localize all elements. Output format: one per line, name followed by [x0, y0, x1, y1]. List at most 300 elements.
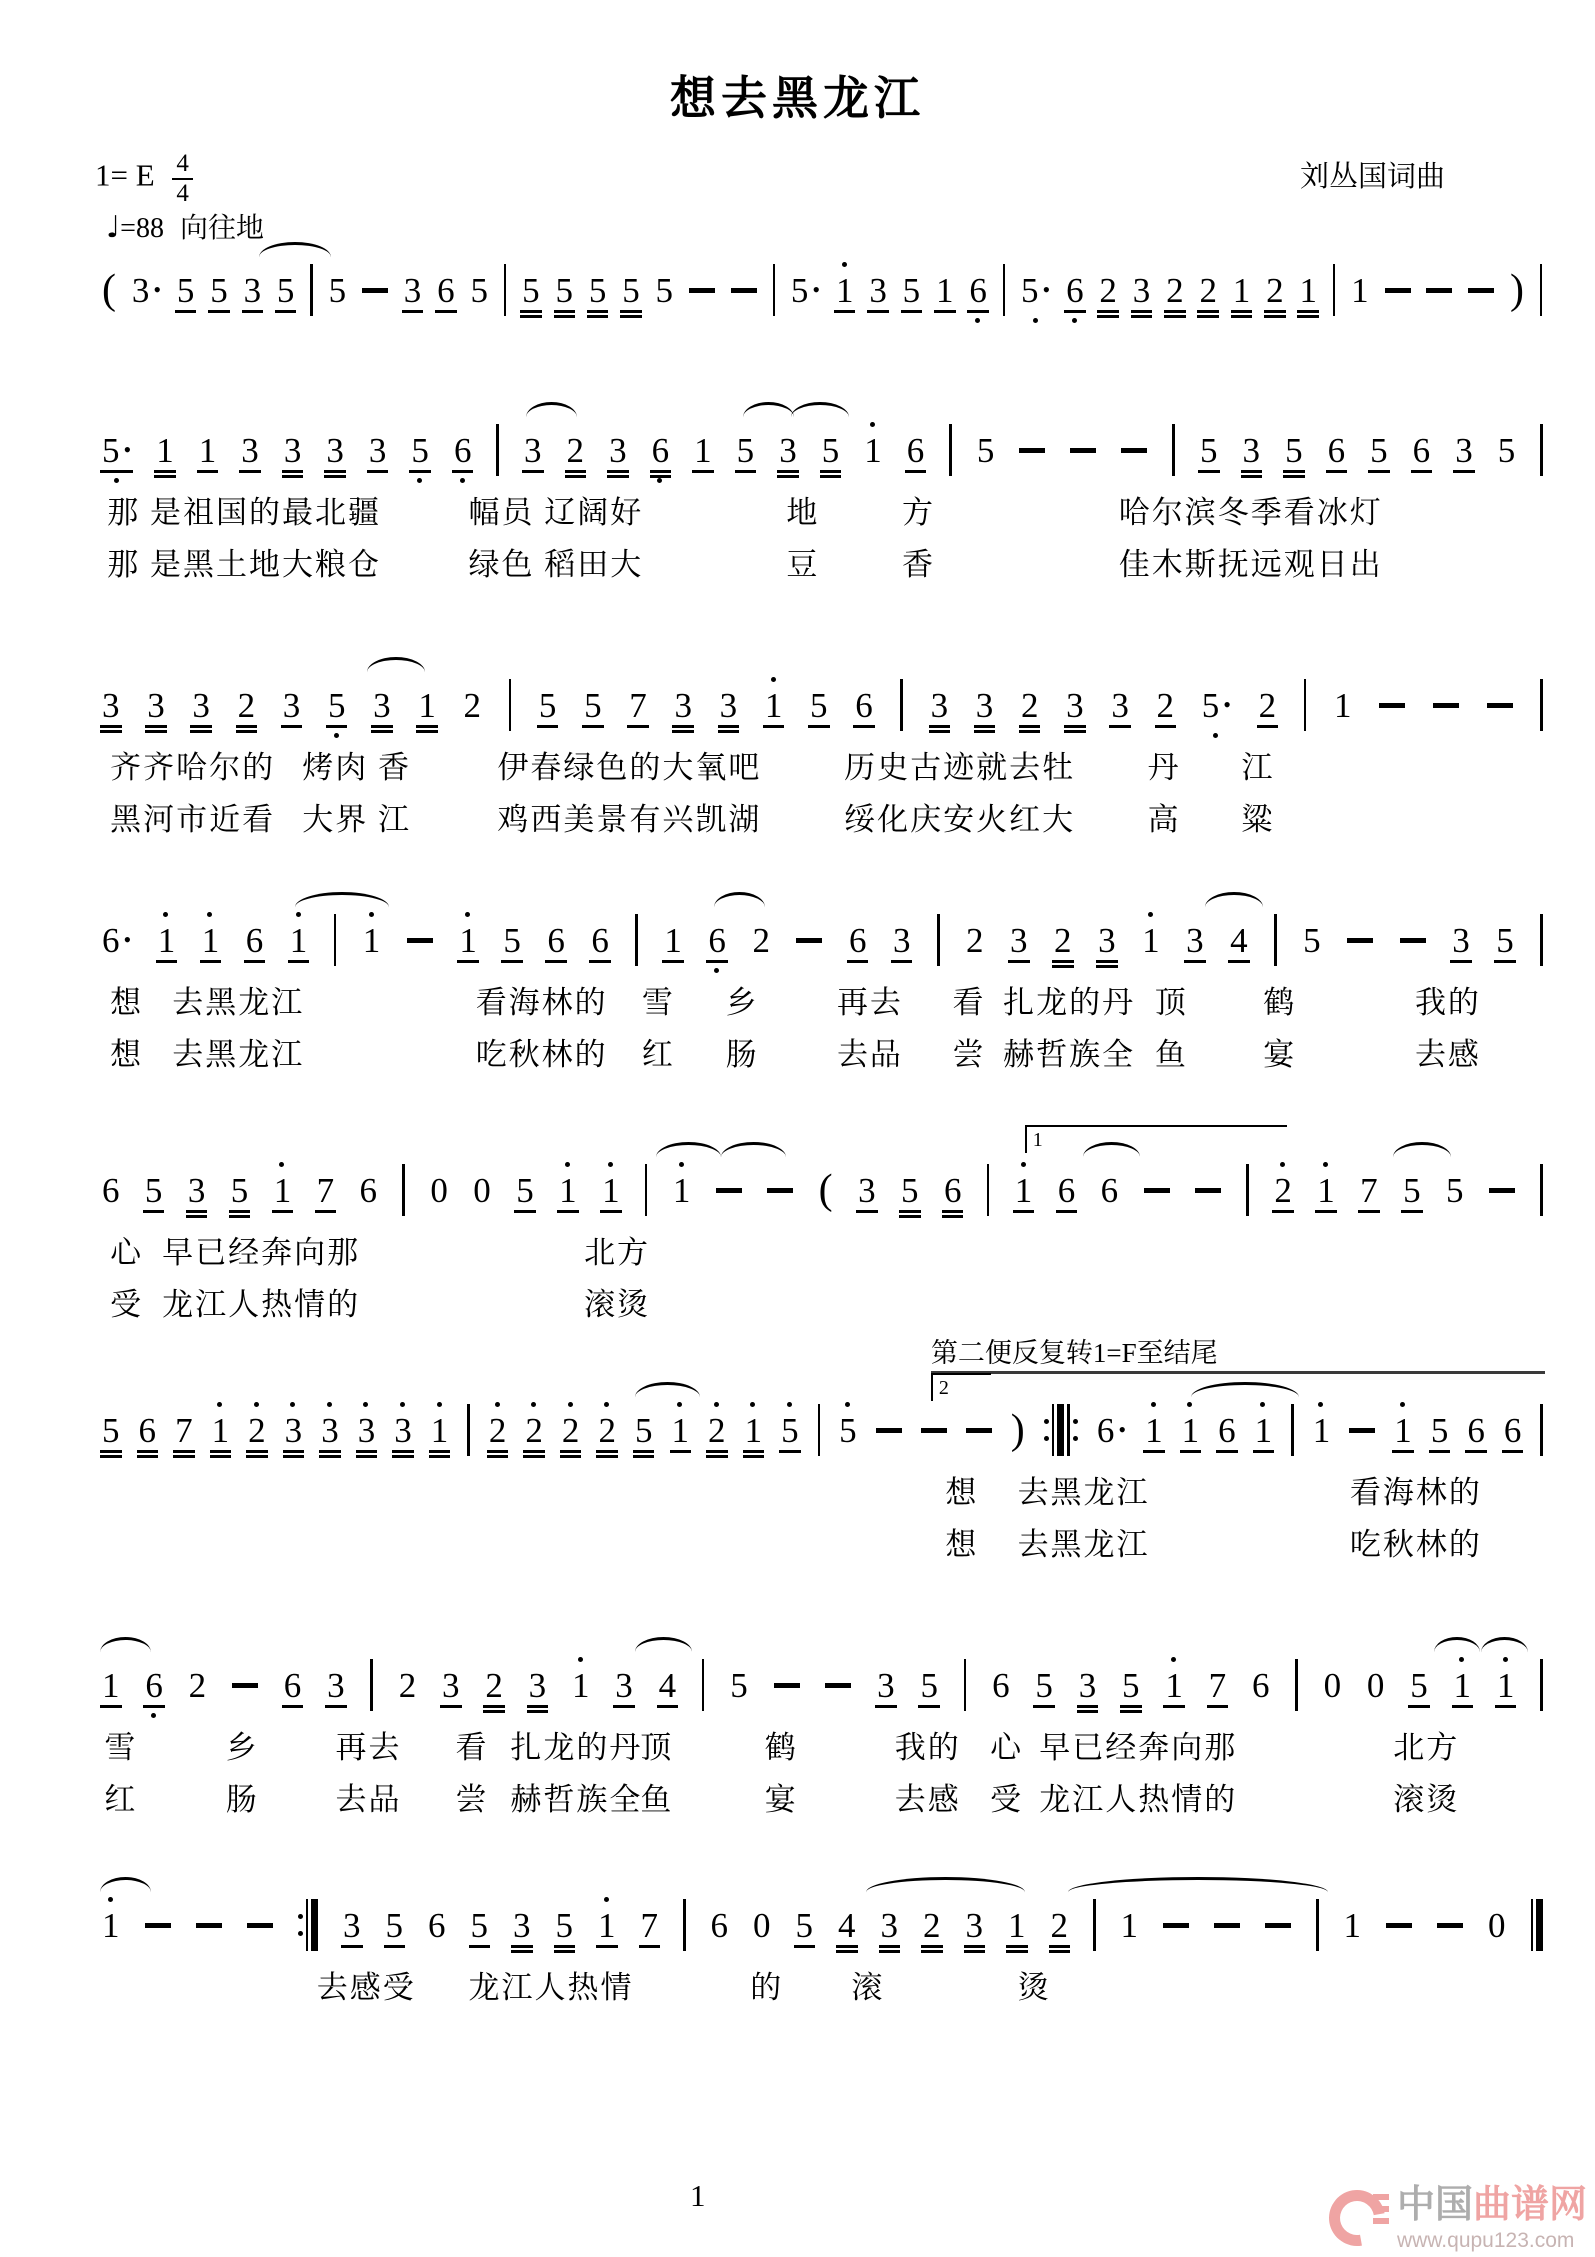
lyric-segment: 红 — [641, 1037, 675, 1072]
lyric-segment: 丹 — [1147, 750, 1181, 785]
lyric-segment: 香 — [901, 547, 935, 582]
barline — [1531, 1899, 1544, 1951]
quarter-note-icon: ♩ — [106, 210, 121, 245]
high-octave-dot — [1400, 1402, 1405, 1407]
duration-dash — [966, 1428, 992, 1433]
duration-dash — [362, 288, 388, 293]
duration-dash — [1144, 1188, 1170, 1193]
note: 6 — [969, 273, 987, 308]
note: 2 — [398, 1665, 417, 1705]
duration-dash — [1349, 1428, 1375, 1433]
note: 6 — [943, 1170, 962, 1210]
lyric-segment: 看海林的 — [1349, 1475, 1482, 1510]
note: 5 — [1446, 1170, 1464, 1210]
barline — [467, 1404, 470, 1456]
note: 5 — [1370, 430, 1388, 470]
note: 0 — [1366, 1665, 1385, 1705]
note: 6 — [428, 1905, 446, 1945]
note: 3 — [1455, 430, 1473, 470]
high-octave-dot — [1260, 1402, 1265, 1407]
note: 5 — [555, 1905, 573, 1945]
lyric-segment: 再去 — [335, 1730, 402, 1765]
lyric-segment: 我的 — [894, 1730, 961, 1765]
barline — [1003, 264, 1006, 316]
note: 5 — [470, 270, 488, 310]
parenthesis: ) — [1510, 267, 1525, 313]
note: 3 — [343, 1905, 361, 1945]
repeat-instruction: 第二便反复转1=F至结尾 — [930, 1338, 1218, 1368]
note: 3 — [1132, 270, 1151, 310]
note: 3 — [869, 270, 887, 310]
high-octave-dot — [845, 1402, 850, 1407]
note: 5 — [839, 1413, 857, 1448]
augmentation-dot: • — [123, 437, 132, 462]
meter-numerator: 4 — [172, 150, 193, 180]
note: 6 — [245, 920, 264, 960]
note: 3 — [615, 1665, 633, 1705]
note: 1 — [1351, 270, 1369, 310]
note: 6 — [1467, 1410, 1485, 1450]
barline — [1295, 1659, 1298, 1711]
note: 5 • — [1021, 273, 1050, 308]
lyric-segment: 龙江人热情的 — [1039, 1782, 1238, 1817]
lyrics-line — [100, 1768, 1545, 1820]
duration-dash — [196, 1923, 222, 1928]
lyric-segment: 尝 — [952, 1037, 986, 1072]
note: 5 • — [790, 270, 821, 310]
duration-dash — [876, 1428, 902, 1433]
note: 1 — [156, 430, 174, 470]
note: 6 — [283, 1665, 302, 1705]
note: 1 — [431, 1413, 449, 1448]
duration-dash — [247, 1923, 273, 1928]
page-number: 1 — [690, 2178, 706, 2213]
note: 5 — [1403, 1170, 1421, 1210]
barline — [1172, 424, 1175, 476]
note: 3 — [1066, 685, 1084, 725]
parenthesis: ( — [102, 267, 116, 313]
barline — [1274, 914, 1277, 966]
lyric-segment: 雪 — [104, 1730, 138, 1765]
note: 0 — [1488, 1905, 1506, 1945]
barline — [310, 264, 313, 316]
note: 3 — [394, 1413, 412, 1448]
note: 6 — [138, 1410, 157, 1450]
duration-dash — [1385, 288, 1411, 293]
high-octave-dot — [1318, 1402, 1323, 1407]
augmentation-dot: • — [812, 277, 821, 302]
notation-line — [100, 1399, 1545, 1461]
duration-dash — [1347, 938, 1373, 943]
note: 1 — [1299, 270, 1317, 310]
lyric-segment: 想 — [110, 985, 144, 1020]
note: 2 — [598, 1413, 616, 1448]
lyric-segment: 伊春绿色的大氧吧 — [497, 750, 762, 785]
note: 0 — [1323, 1665, 1342, 1705]
high-octave-dot — [254, 1402, 259, 1407]
note: 3 — [373, 685, 391, 725]
note: 2 — [1020, 685, 1039, 725]
lyric-segment: 烤肉 香 — [302, 750, 412, 785]
high-octave-dot — [363, 1402, 368, 1407]
high-octave-dot — [714, 1402, 719, 1407]
note: 2 — [1054, 920, 1072, 960]
volta-bracket — [1025, 1125, 1287, 1153]
site-watermark — [1329, 2186, 1587, 2251]
note: 2 — [489, 1413, 507, 1448]
note: 3 — [880, 1905, 898, 1945]
barline — [683, 1899, 686, 1951]
note: 1 — [1015, 1173, 1033, 1208]
lyrics-line — [100, 1716, 1545, 1768]
barline — [1044, 1404, 1078, 1456]
high-octave-dot — [279, 1162, 284, 1167]
barline — [1304, 679, 1307, 731]
lyric-segment: 看海林的 — [475, 985, 608, 1020]
lyric-segment: 看 — [455, 1730, 489, 1765]
note: 5 — [503, 920, 521, 960]
note: 1 — [664, 920, 682, 960]
note: 3 — [187, 1170, 206, 1210]
barline — [496, 424, 499, 476]
lyric-segment: 鹤 — [1263, 985, 1297, 1020]
barline — [334, 914, 337, 966]
barline — [1540, 264, 1543, 316]
duration-dash — [1121, 448, 1147, 453]
lyric-segment: 去品 — [836, 1037, 903, 1072]
lyric-segment: 北方 — [584, 1235, 651, 1270]
barline — [937, 914, 940, 966]
duration-dash — [1426, 288, 1452, 293]
system-4 — [100, 875, 1545, 1075]
note: 2 — [1166, 270, 1184, 310]
note: 5 — [1430, 1410, 1449, 1450]
note: 5 — [821, 430, 840, 470]
parenthesis: ( — [818, 1167, 833, 1213]
barline — [900, 679, 903, 731]
high-octave-dot — [679, 1162, 684, 1167]
meter-denominator: 4 — [176, 179, 189, 207]
lyric-segment: 尝 — [455, 1782, 489, 1817]
high-octave-dot — [787, 1402, 792, 1407]
barline — [1333, 264, 1336, 316]
barline — [1540, 1164, 1543, 1216]
note: 3 — [528, 1665, 547, 1705]
note: 5 — [1497, 430, 1516, 470]
note: 2 — [1258, 685, 1277, 725]
note: 5 — [516, 1170, 534, 1210]
lyric-segment: 幅员 辽阔好 — [468, 495, 644, 530]
duration-dash — [796, 938, 822, 943]
lyrics-line — [100, 736, 1545, 788]
lyric-segment: 早已经奔向那 — [1039, 1730, 1238, 1765]
note: 1 — [202, 923, 220, 958]
barline — [1093, 1899, 1096, 1951]
note: 2 — [566, 430, 585, 470]
lyric-segment: 想 — [945, 1475, 979, 1510]
note: 0 — [473, 1170, 491, 1210]
note: 3 — [102, 685, 120, 725]
note: 2 — [248, 1413, 266, 1448]
lyric-segment: 鱼 — [640, 1782, 674, 1817]
lyrics-line — [100, 1273, 1545, 1325]
high-octave-dot — [1148, 912, 1153, 917]
lyric-segment: 肠 — [225, 1782, 259, 1817]
lyrics-line — [100, 1221, 1545, 1273]
note: 3 — [930, 685, 949, 725]
lyrics-line — [100, 1513, 1545, 1565]
barline — [1540, 424, 1543, 476]
note: 5 — [385, 1905, 403, 1945]
note: 6 — [848, 920, 867, 960]
high-octave-dot — [604, 1897, 609, 1902]
barline — [1246, 1164, 1249, 1216]
lyric-segment: 受 — [990, 1782, 1024, 1817]
duration-dash — [1386, 1923, 1412, 1928]
volta-bracket — [931, 1373, 991, 1401]
note: 2 — [1274, 1173, 1292, 1208]
duration-dash — [921, 1428, 947, 1433]
note: 3 — [327, 1665, 345, 1705]
note: 1 — [1497, 1668, 1515, 1703]
high-octave-dot — [1187, 1402, 1192, 1407]
note: 2 — [525, 1413, 543, 1448]
note: 5 — [781, 1413, 799, 1448]
note: 4 — [1230, 920, 1248, 960]
lyric-segment: 历史古迹就去牡 — [844, 750, 1076, 785]
lyric-segment: 齐齐哈尔的 — [110, 750, 276, 785]
note: 5 — [176, 270, 195, 310]
note: 3 — [241, 430, 259, 470]
notation-line — [100, 1159, 1545, 1221]
lyric-segment: 豆 — [786, 547, 820, 582]
lyric-segment: 烫 — [1017, 1970, 1051, 2005]
note: 2 — [1050, 1905, 1068, 1945]
note: 3 — [779, 430, 797, 470]
note: 5 — [902, 270, 921, 310]
tempo-value: =88 — [120, 213, 164, 244]
note: 0 — [753, 1905, 771, 1945]
low-octave-dot — [1072, 318, 1077, 323]
note: 1 — [572, 1668, 590, 1703]
note: 6 — [1057, 1170, 1076, 1210]
duration-dash — [1265, 1923, 1291, 1928]
notation-line — [100, 909, 1545, 971]
lyric-segment: 吃秋林的 — [475, 1037, 608, 1072]
system-1 — [100, 225, 1545, 321]
note: 5 — [210, 270, 228, 310]
note: 5 — [1122, 1665, 1140, 1705]
lyric-segment: 顶 — [640, 1730, 674, 1765]
barline — [818, 1404, 821, 1456]
system-6 — [100, 1338, 1545, 1565]
note: 1 — [102, 1908, 120, 1943]
note: 3 — [368, 430, 387, 470]
note: 3 — [1078, 1665, 1097, 1705]
note: 3 — [975, 685, 994, 725]
high-octave-dot — [750, 1402, 755, 1407]
duration-dash — [767, 1188, 793, 1193]
note: 1 — [1142, 923, 1160, 958]
lyric-segment: 吃秋林的 — [1349, 1527, 1482, 1562]
note: 7 — [175, 1410, 193, 1450]
lyric-segment: 红 — [104, 1782, 138, 1817]
barline — [949, 424, 952, 476]
note: 3 — [283, 430, 302, 470]
note: 1 — [602, 1173, 620, 1208]
note: 1 — [274, 1173, 292, 1208]
lyric-segment: 扎龙的丹 — [510, 1730, 643, 1765]
augmentation-dot: • — [153, 277, 162, 302]
high-octave-dot — [604, 1402, 609, 1407]
high-octave-dot — [842, 262, 847, 267]
note: 6 — [1251, 1665, 1270, 1705]
high-octave-dot — [437, 1402, 442, 1407]
note: 2 — [188, 1665, 207, 1705]
lyrics-line — [100, 1461, 1545, 1513]
note: 6 — [1503, 1410, 1522, 1450]
note: 1 — [158, 923, 176, 958]
note: 1 — [418, 685, 436, 725]
lyric-segment: 江 — [1241, 750, 1275, 785]
barline — [1291, 1404, 1294, 1456]
duration-dash — [731, 288, 757, 293]
high-octave-dot — [108, 1897, 113, 1902]
lyric-segment: 去黑龙江 — [1017, 1527, 1150, 1562]
duration-dash — [145, 1923, 171, 1928]
note: 5 — [276, 270, 295, 310]
note: 5 — [655, 270, 674, 310]
note: 6 — [1218, 1410, 1236, 1450]
note: 1 — [936, 270, 954, 310]
lyric-segment: 黑河市近看 — [110, 802, 276, 837]
lyric-segment: 那 是祖国的最北疆 — [107, 495, 381, 530]
note: 3 — [877, 1665, 895, 1705]
note: 2 — [752, 920, 770, 960]
note: 1 — [1343, 1905, 1361, 1945]
high-octave-dot — [296, 912, 301, 917]
note: 1 — [1232, 270, 1251, 310]
duration-dash — [1019, 448, 1045, 453]
note: 3 — [1452, 920, 1470, 960]
note: 5 — [1410, 1665, 1428, 1705]
note: 1 — [363, 923, 381, 958]
system-5 — [100, 1125, 1545, 1325]
note: 5 — [588, 270, 607, 310]
note: 6 • — [1096, 1410, 1127, 1450]
note: 5 — [411, 433, 429, 468]
note: 5 — [555, 270, 574, 310]
expression-text: 向往地 — [179, 213, 264, 244]
note: 3 — [858, 1170, 876, 1210]
note: 5 • — [1202, 688, 1231, 723]
note: 1 — [198, 430, 217, 470]
note: 6 — [1327, 430, 1346, 470]
note: 6 — [102, 1170, 120, 1210]
duration-dash — [1163, 1923, 1189, 1928]
note: 5 — [470, 1905, 488, 1945]
note: 6 — [547, 920, 565, 960]
notation-line — [100, 1654, 1545, 1716]
note: 1 — [1317, 1173, 1335, 1208]
barline — [402, 1164, 405, 1216]
note: 1 — [864, 433, 882, 468]
lyric-segment: 雪 — [641, 985, 675, 1020]
high-octave-dot — [1280, 1162, 1285, 1167]
notation-line — [100, 259, 1545, 321]
lyric-segment: 顶 — [1154, 985, 1188, 1020]
note: 3 — [1186, 920, 1204, 960]
barline — [1540, 1659, 1543, 1711]
note: 3 — [524, 430, 542, 470]
high-octave-dot — [369, 912, 374, 917]
note: 1 — [836, 273, 854, 308]
note: 3 — [719, 685, 738, 725]
high-octave-dot — [568, 1402, 573, 1407]
lyric-segment: 佳木斯抚远观日出 — [1118, 547, 1383, 582]
note: 6 — [437, 270, 455, 310]
high-octave-dot — [1021, 1162, 1026, 1167]
lyric-segment: 哈尔滨冬季看冰灯 — [1118, 495, 1383, 530]
note: 3 — [358, 1413, 376, 1448]
note: 2 — [562, 1413, 580, 1448]
duration-dash — [232, 1683, 258, 1688]
note: 2 — [463, 685, 481, 725]
note: 5 — [1035, 1665, 1053, 1705]
note: 5 — [730, 1665, 748, 1705]
barline — [1540, 1404, 1543, 1456]
high-octave-dot — [608, 1162, 613, 1167]
duration-dash — [1437, 1923, 1463, 1928]
duration-dash — [407, 938, 433, 943]
note: 1 — [598, 1908, 616, 1943]
barline — [1540, 914, 1543, 966]
lyric-segment: 去黑龙江 — [1017, 1475, 1150, 1510]
note: 2 — [1266, 270, 1284, 310]
note: 5 — [584, 685, 602, 725]
note: 1 — [1394, 1413, 1412, 1448]
duration-dash — [716, 1188, 742, 1193]
lyric-segment: 去感受 — [316, 1970, 416, 2005]
repeat-rule — [931, 1371, 1545, 1374]
note: 5 — [810, 685, 828, 725]
note: 3 — [243, 270, 262, 310]
volta-number: 1 — [1032, 1129, 1043, 1151]
lyrics-line — [100, 1023, 1545, 1075]
note: 3 — [403, 270, 422, 310]
lyric-segment: 看 — [952, 985, 986, 1020]
note: 6 — [359, 1170, 378, 1210]
high-octave-dot — [1459, 1657, 1464, 1662]
note: 3 — [282, 685, 301, 725]
lyric-segment: 去黑龙江 — [172, 1037, 305, 1072]
lyrics-line — [100, 788, 1545, 840]
watermark-brand: 中国曲谱网 — [1396, 2184, 1587, 2226]
key-label: 1= E — [95, 157, 155, 193]
duration-dash — [825, 1683, 851, 1688]
barline — [987, 1164, 990, 1216]
barline — [370, 1659, 373, 1711]
note: 3 — [192, 685, 210, 725]
lyric-segment: 赫哲族全 — [510, 1782, 643, 1817]
note: 7 — [316, 1170, 335, 1210]
note: 2 — [708, 1413, 726, 1448]
high-octave-dot — [870, 422, 875, 427]
note: 7 — [1360, 1170, 1378, 1210]
lyric-segment: 去品 — [335, 1782, 402, 1817]
note: 6 — [652, 433, 670, 468]
system-8 — [100, 1860, 1545, 2008]
